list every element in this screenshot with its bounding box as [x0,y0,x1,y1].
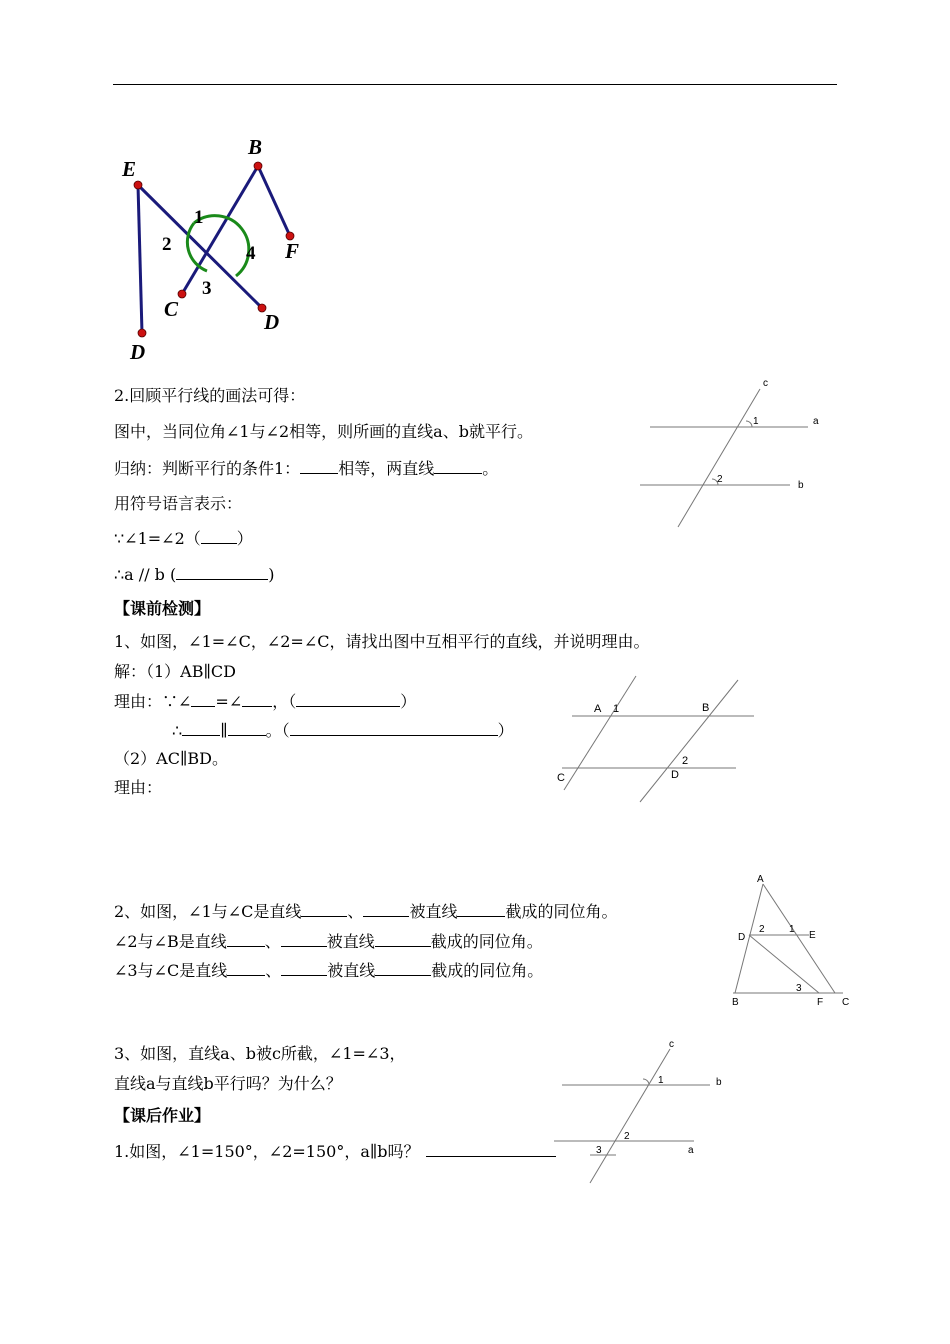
label-angle-2: 2 [717,474,723,485]
section2-line1: 图中，当同位角∠1与∠2相等，则所画的直线a、b就平行。 [114,422,533,441]
blank-angle-right[interactable] [242,691,272,707]
thus-dot: 。（ [265,721,290,740]
label-f: F [817,997,824,1008]
point-b [254,162,262,170]
line-c [678,389,760,527]
blank-line-right[interactable] [228,720,266,736]
line-bd [640,680,738,802]
homework-title: 【课后作业】 [114,1106,211,1125]
triangle-figure [725,870,865,1012]
q2-blank-3c[interactable] [375,960,431,976]
label-b: B [248,135,263,159]
blank-equal-what[interactable] [300,458,338,474]
therefore-pre: ∴a // b ( [114,565,177,584]
header-rule [113,84,837,85]
because-pre: ∵∠1=∠2（ [114,529,201,548]
therefore-end: ) [268,565,275,584]
blank-reason-1[interactable] [296,691,400,707]
label-e: E [809,930,816,941]
label-a: a [813,416,819,427]
label-angle-3: 3 [796,983,802,994]
q2-by: 被直线 [326,932,375,951]
parallel-ba-figure [550,1035,740,1187]
arc-angle-1 [746,421,752,427]
label-b: b [798,480,804,491]
homework-q1 [114,1141,556,1162]
label-a: A [594,703,602,715]
q3-line2: 直线a与直线b平行吗？为什么？ [114,1074,342,1093]
q2-blank-2a[interactable] [227,931,265,947]
q2-sep: 、 [264,932,281,951]
q2-blank-3a[interactable] [227,960,265,976]
quad-abcd-figure [550,670,760,805]
label-a: a [688,1145,694,1156]
q2-tail: 截成的同位角。 [505,902,618,921]
q2-blank-2b[interactable] [281,931,327,947]
label-d-inner: D [264,310,280,334]
q2-tail: 截成的同位角。 [431,961,544,980]
line-ac [564,676,636,790]
label-angle-2: 2 [624,1131,630,1142]
q2-sep: 、 [347,902,364,921]
q2-blank-2c[interactable] [375,931,431,947]
angles-figure [110,130,320,370]
q2-sep: 、 [265,961,282,980]
section2-summary [114,458,498,479]
reason-close: ） [400,692,417,711]
arc-angle-2 [187,223,207,271]
label-a: A [757,874,764,885]
label-angle-1: 1 [789,924,795,935]
segment-df [749,935,819,993]
label-d-bottom: D [130,340,146,364]
pretest-q1: 1、如图，∠1=∠C，∠2=∠C，请找出图中互相平行的直线，并说明理由。 [114,632,650,651]
label-angle-4: 4 [246,243,256,264]
q2-line1 [114,901,617,922]
segment-ed [138,185,142,333]
summary-end: 。 [482,459,499,478]
label-b: B [732,997,739,1008]
summary-mid: 相等，两直线 [338,459,435,478]
thus-pre: ∴ [172,721,183,740]
q2-line2 [114,931,543,952]
q2-line1-pre: 2、如图，∠1与∠C是直线 [114,902,302,921]
line-c [590,1049,670,1183]
homework-q1-text: 1.如图，∠1=150°，∠2=150°，a∥b吗？ [114,1142,420,1161]
reason-eq: =∠ [215,692,243,711]
segment-cb [182,166,258,294]
reason-comma: ，（ [272,692,297,711]
q2-line2-pre: ∠2与∠B是直线 [114,932,227,951]
point-e [134,181,142,189]
q2-by: 被直线 [409,902,458,921]
label-f: F [285,239,300,263]
pretest-title: 【课前检测】 [114,599,211,618]
pretest-thus [172,720,514,741]
pretest-reason [114,691,416,712]
q2-tail: 截成的同位角。 [430,932,543,951]
label-d: D [738,932,746,943]
pretest-part2: （2）AC∥BD。 [114,749,228,768]
blank-because[interactable] [201,528,237,544]
segment-bf [258,166,290,236]
q2-by: 被直线 [327,961,376,980]
arc-angle-1 [643,1079,649,1085]
label-angle-1: 1 [613,703,620,715]
label-c: c [763,378,768,389]
label-e: E [122,157,137,181]
segment-ed-inner [138,185,262,308]
summary-pre: 归纳：判断平行的条件1： [114,459,301,478]
blank-reason-2[interactable] [290,720,498,736]
because-end: ） [236,529,253,548]
label-angle-1: 1 [658,1075,664,1086]
q2-blank-1b[interactable] [363,901,409,917]
therefore-line [114,564,275,585]
pretest-reason2: 理由： [114,778,163,797]
homework-blank[interactable] [426,1141,556,1157]
point-c [178,290,186,298]
thus-par: ∥ [220,721,228,740]
section2-heading: 2.回顾平行线的画法可得： [114,386,306,405]
q2-blank-3b[interactable] [281,960,327,976]
blank-therefore[interactable] [176,564,268,580]
q3-line1: 3、如图，直线a、b被c所截，∠1=∠3， [114,1044,406,1063]
label-angle-1: 1 [194,207,204,228]
blank-angle-left[interactable] [191,691,215,707]
symbol-intro: 用符号语言表示： [114,494,243,513]
label-angle-1: 1 [753,416,759,427]
label-d: D [671,769,679,781]
label-angle-2: 2 [759,924,765,935]
q2-line3-pre: ∠3与∠C是直线 [114,961,228,980]
label-angle-2: 2 [162,234,172,255]
q2-blank-1c[interactable] [457,901,505,917]
label-angle-3: 3 [596,1145,602,1156]
reason-pre: 理由：∵∠ [114,692,192,711]
point-d-bottom [138,329,146,337]
label-c: C [164,297,179,321]
label-angle-2: 2 [682,755,689,767]
blank-lines-relation[interactable] [434,458,482,474]
blank-line-left[interactable] [182,720,220,736]
label-c: c [669,1039,674,1050]
label-c: C [842,997,850,1008]
q2-line3 [114,960,543,981]
parallel-ab-figure [630,372,830,532]
q2-blank-1a[interactable] [301,901,347,917]
pretest-solution: 解：（1）AB∥CD [114,662,236,681]
thus-close: ） [497,721,514,740]
because-line [114,528,253,549]
label-b: B [702,702,710,714]
label-c: C [557,772,565,784]
label-b: b [716,1077,722,1088]
label-angle-3: 3 [202,278,212,299]
